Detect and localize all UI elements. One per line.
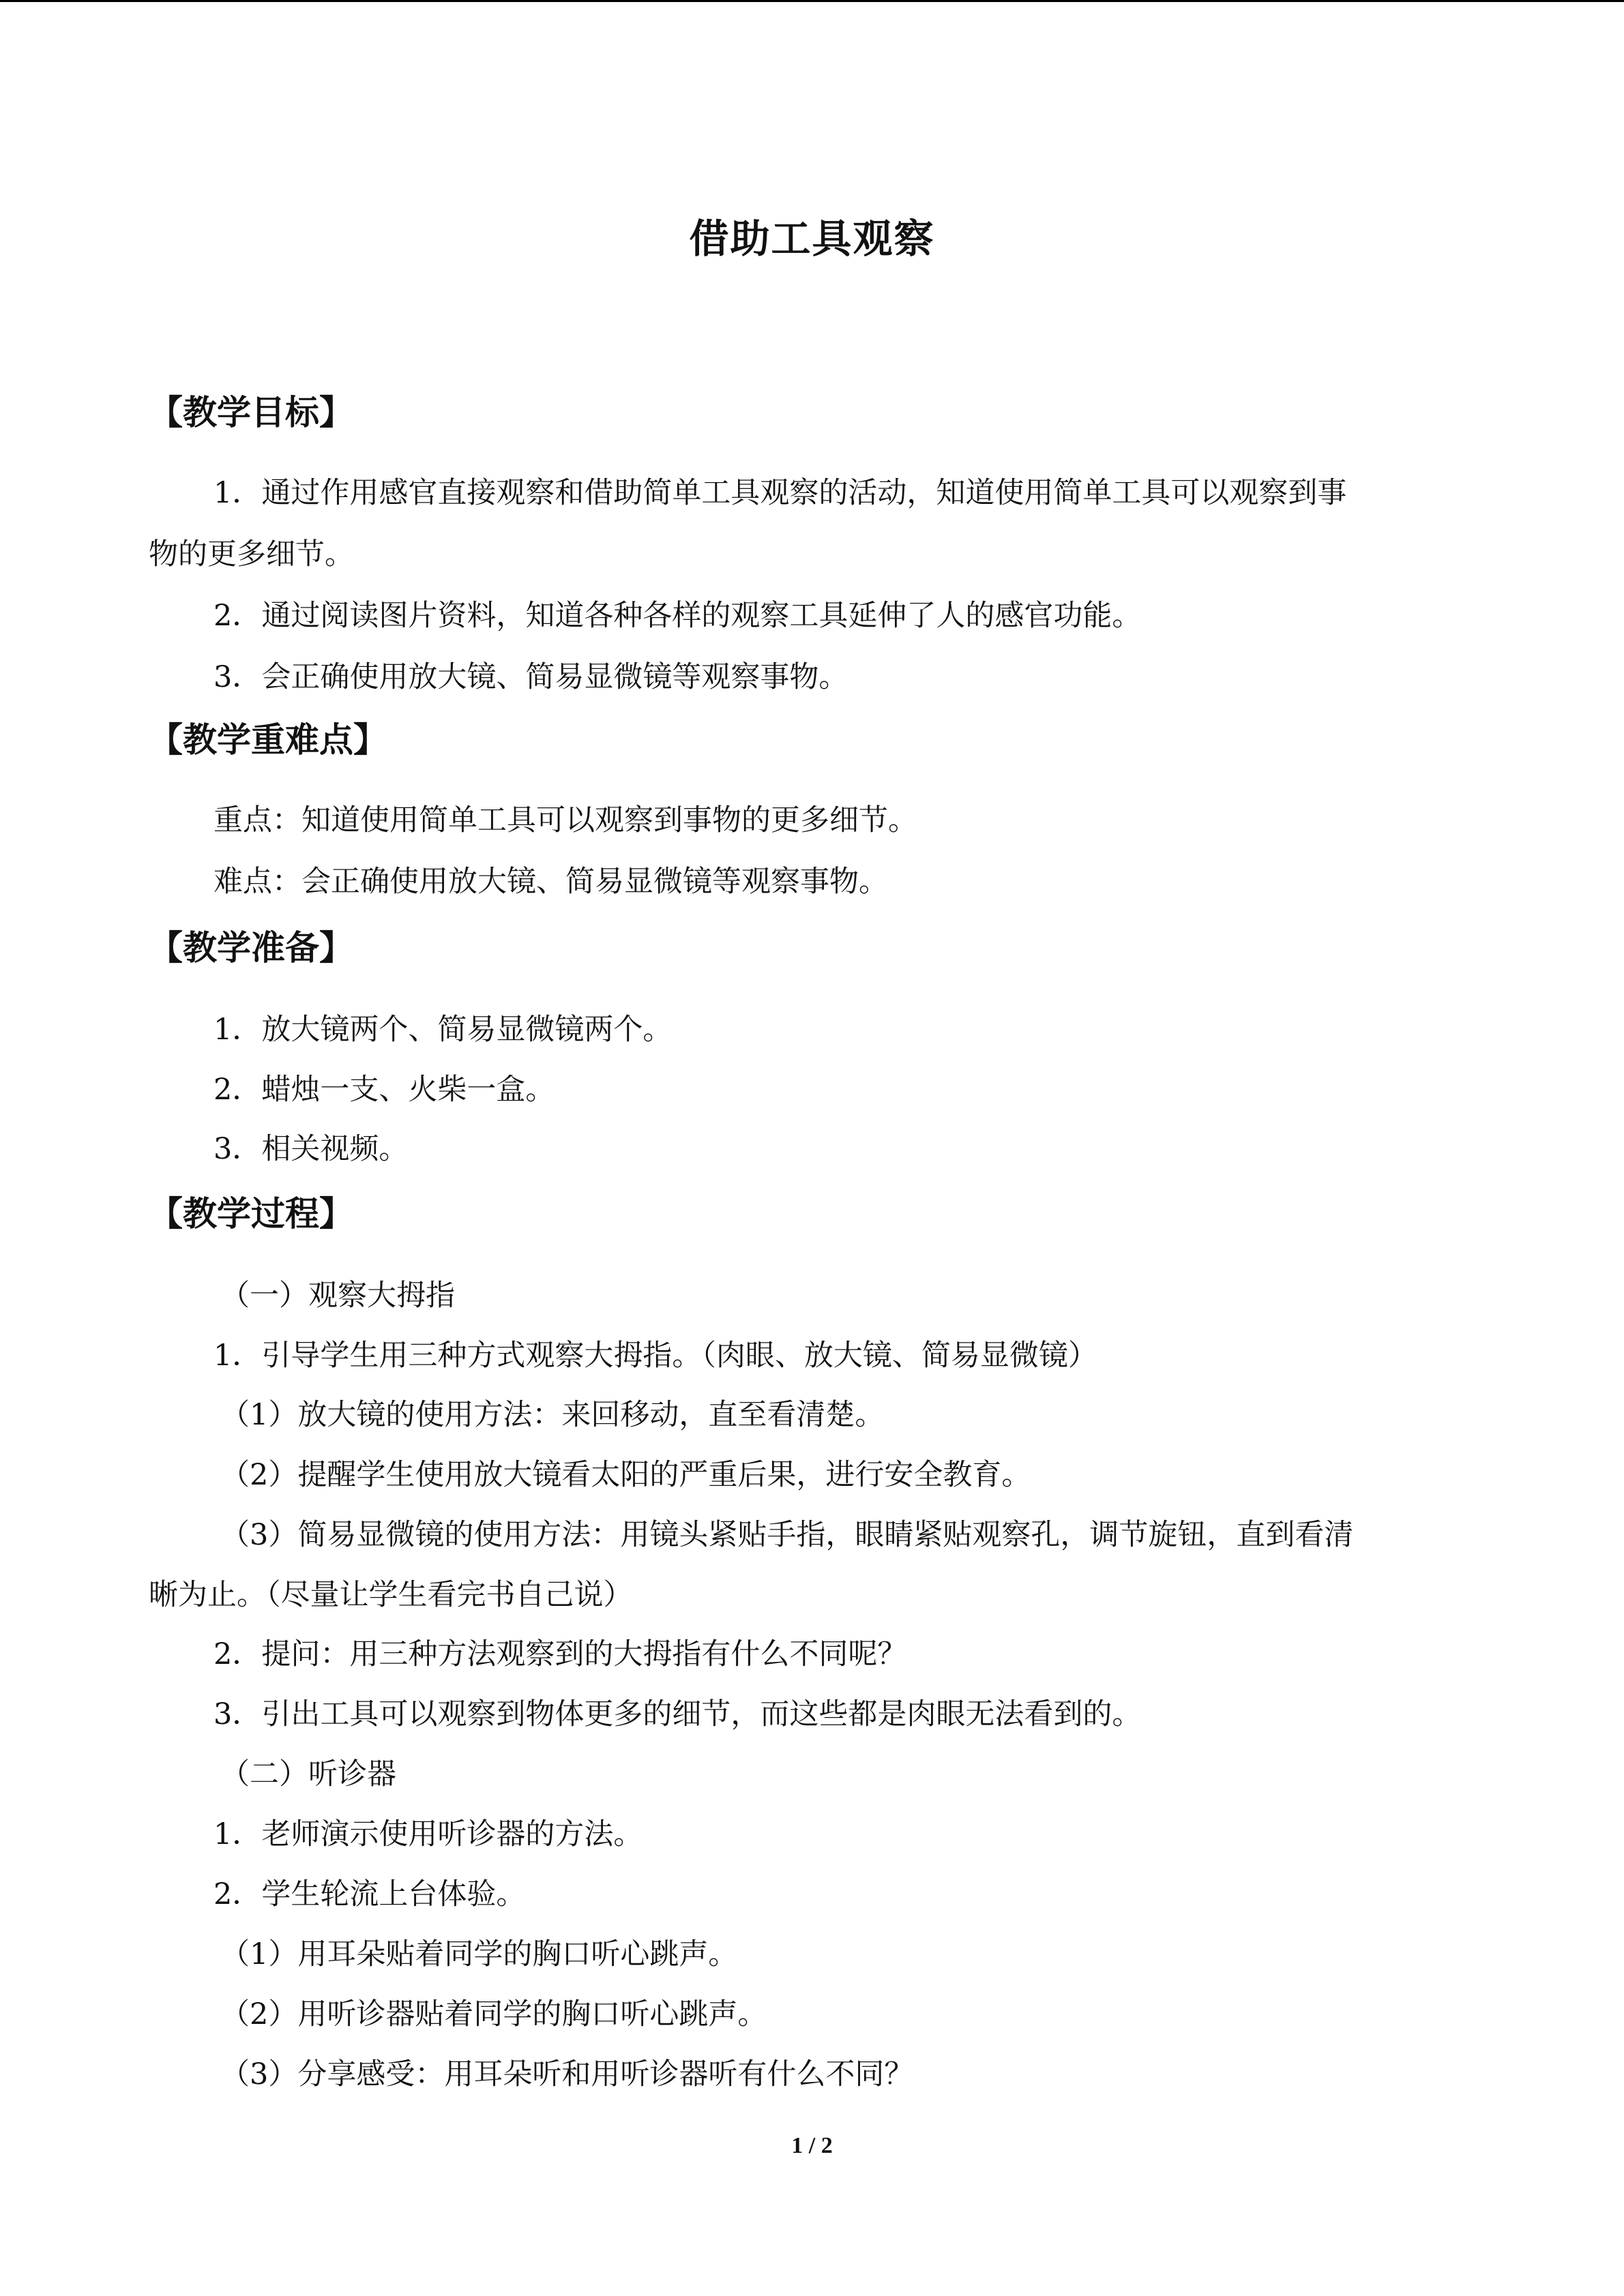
objective-item-3: 3．会正确使用放大镜、简易显微镜等观察事物。 — [213, 660, 848, 694]
process-part-2-item-1: 1．老师演示使用听诊器的方法。 — [213, 1817, 643, 1851]
section-heading-key-points: 【教学重难点】 — [149, 720, 387, 760]
objective-item-1-line-2: 物的更多细节。 — [149, 537, 354, 571]
process-part-1-sub-3-line-1: （3）简易显微镜的使用方法：用镜头紧贴手指，眼睛紧贴观察孔，调节旋钮，直到看清 — [220, 1518, 1354, 1552]
key-point-difficulty: 难点：会正确使用放大镜、简易显微镜等观察事物。 — [213, 865, 888, 899]
document-title: 借助工具观察 — [689, 215, 935, 262]
process-part-1-sub-1: （1）放大镜的使用方法：来回移动，直至看清楚。 — [220, 1398, 885, 1432]
section-heading-preparation: 【教学准备】 — [149, 928, 353, 968]
preparation-item-2: 2．蜡烛一支、火柴一盒。 — [213, 1073, 555, 1107]
process-part-2-item-2: 2．学生轮流上台体验。 — [213, 1877, 526, 1911]
process-part-1-sub-3-line-2: 晰为止。（尽量让学生看完书自己说） — [149, 1578, 633, 1612]
preparation-item-1: 1．放大镜两个、简易显微镜两个。 — [213, 1013, 673, 1047]
process-part-2-sub-3: （3）分享感受：用耳朵听和用听诊器听有什么不同？ — [220, 2057, 914, 2091]
objective-item-2: 2．通过阅读图片资料，知道各种各样的观察工具延伸了人的感官功能。 — [213, 599, 1142, 633]
process-part-1-item-3: 3．引出工具可以观察到物体更多的细节，而这些都是肉眼无法看到的。 — [213, 1697, 1142, 1731]
objective-item-1-line-1: 1．通过作用感官直接观察和借助简单工具观察的活动，知道使用简单工具可以观察到事 — [213, 476, 1347, 510]
section-heading-objectives: 【教学目标】 — [149, 393, 353, 432]
key-point-focus: 重点：知道使用简单工具可以观察到事物的更多细节。 — [213, 803, 917, 837]
section-heading-process: 【教学过程】 — [149, 1194, 353, 1234]
process-part-1-title: （一）观察大拇指 — [220, 1279, 455, 1313]
process-part-2-sub-1: （1）用耳朵贴着同学的胸口听心跳声。 — [220, 1937, 738, 1971]
page-number: 1 / 2 — [791, 2133, 833, 2158]
process-part-2-sub-2: （2）用听诊器贴着同学的胸口听心跳声。 — [220, 1997, 767, 2031]
process-part-1-sub-2: （2）提醒学生使用放大镜看太阳的严重后果，进行安全教育。 — [220, 1458, 1031, 1492]
process-part-1-item-1: 1．引导学生用三种方式观察大拇指。（肉眼、放大镜、简易显微镜） — [213, 1339, 1097, 1373]
preparation-item-3: 3．相关视频。 — [213, 1132, 409, 1166]
process-part-1-item-2: 2．提问：用三种方法观察到的大拇指有什么不同呢？ — [213, 1637, 907, 1671]
process-part-2-title: （二）听诊器 — [220, 1757, 396, 1791]
